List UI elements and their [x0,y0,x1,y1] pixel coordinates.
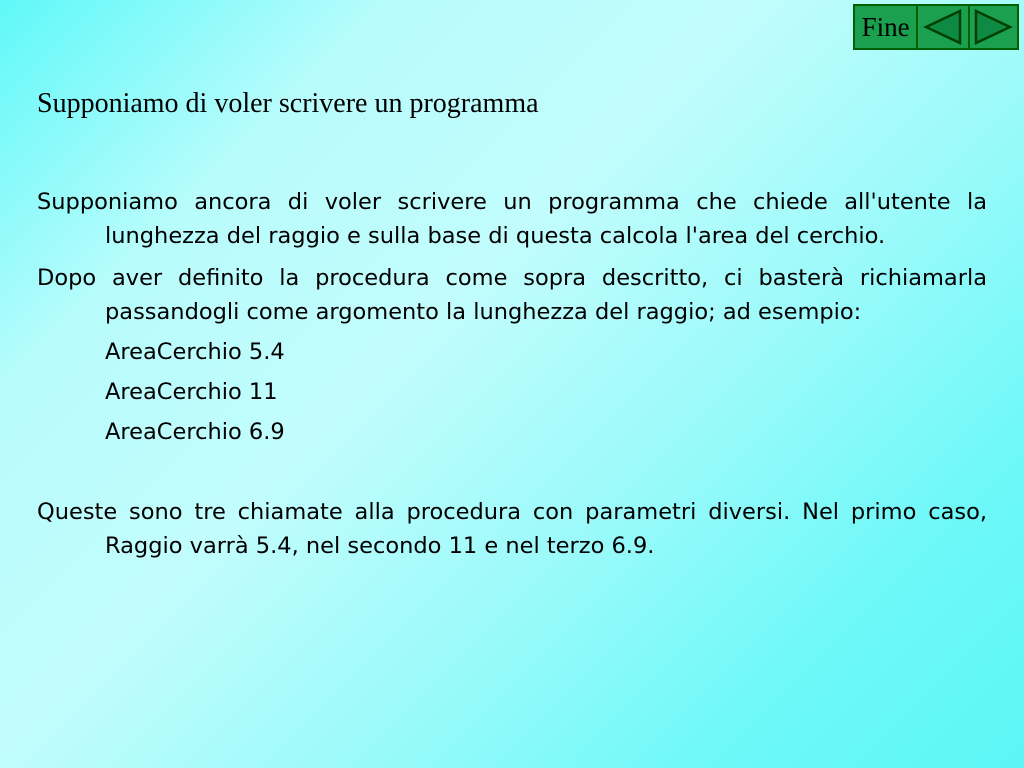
slide-title: Supponiamo di voler scrivere un programma [37,88,539,119]
triangle-left-icon [923,8,963,46]
code-line: AreaCerchio 11 [105,379,278,405]
code-line: AreaCerchio 6.9 [105,419,285,445]
end-button[interactable]: Fine [855,6,918,48]
slide-body [37,185,987,563]
paragraph-procedure-call: Dopo aver definito la procedura come sopra descritto, ci basterà richiamarla passandogli come argomento la lunghezza del raggio; ad esempio: [37,265,987,325]
next-slide-button[interactable] [968,6,1017,48]
triangle-right-icon [973,8,1013,46]
code-line: AreaCerchio 5.4 [105,339,285,365]
paragraph-intro: Supponiamo ancora di voler scrivere un programma che chiede all'utente la lunghezza del raggio e sulla base di questa calcola l'area del cerchio. [37,189,987,249]
navigation-bar [853,4,1019,50]
previous-slide-button[interactable] [918,6,967,48]
paragraph-explanation: Queste sono tre chiamate alla procedura con parametri diversi. Nel primo caso, Raggio varrà 5.4, nel secondo 11 e nel terzo 6.9. [37,499,987,559]
